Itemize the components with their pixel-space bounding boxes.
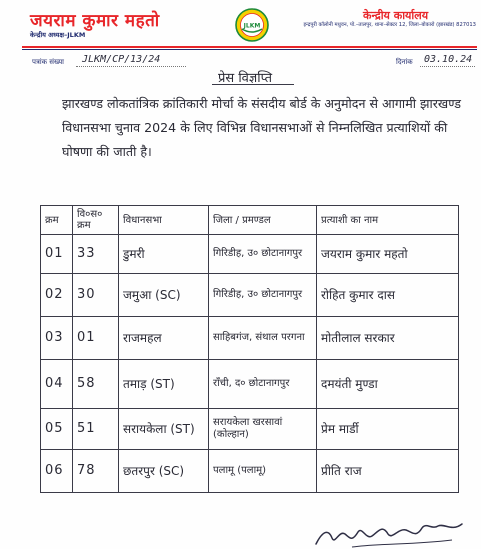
cell-district: गिरिडीह, उ० छोटानागपुर <box>209 274 317 317</box>
press-release-heading: प्रेस विज्ञप्ति <box>218 71 273 86</box>
cell-candidate: दमयंती मुण्डा <box>317 360 459 409</box>
cell-ac-number: 78 <box>73 450 119 493</box>
header-district: जिला / प्रमण्डल <box>209 206 317 235</box>
table-row <box>41 235 459 274</box>
cell-constituency: राजमहल <box>119 317 209 360</box>
cell-constituency: डुमरी <box>119 235 209 274</box>
cell-ac-number: 51 <box>73 409 119 450</box>
cell-district: साहिबगंज, संथाल परगना <box>209 317 317 360</box>
table-row <box>41 317 459 360</box>
press-release-body: झारखण्ड लोकतांत्रिक क्रांतिकारी मोर्चा के संसदीय बोर्ड के अनुमोदन से आगामी झारखण्ड विधानसभा चुनाव 2024 के लिए विभिन्न विधानसभाओं से निम्नलिखित प्रत्याशियों की घोषणा की जाती है। <box>62 96 461 159</box>
reference-dotted-line <box>76 66 186 67</box>
handwritten-signature <box>312 518 472 549</box>
header-ac-number: वि०स० क्रम <box>73 206 119 235</box>
header-constituency: विधानसभा <box>119 206 209 235</box>
date-label: दिनांक <box>396 58 413 66</box>
cell-constituency: सरायकेला (ST) <box>119 409 209 450</box>
letterhead-subtitle: केन्द्रीय अध्यक्ष–JLKM <box>30 31 86 39</box>
cell-candidate: मोतीलाल सरकार <box>317 317 459 360</box>
cell-ac-number: 33 <box>73 235 119 274</box>
cell-serial: 01 <box>41 235 73 274</box>
header-candidate: प्रत्याशी का नाम <box>317 206 459 235</box>
table-row <box>41 450 459 493</box>
letterhead-divider-blue <box>22 49 477 50</box>
letterhead-divider-red <box>22 46 477 48</box>
cell-ac-number: 01 <box>73 317 119 360</box>
cell-serial: 06 <box>41 450 73 493</box>
cell-district: राँची, द० छोटानागपुर <box>209 360 317 409</box>
table-row <box>41 360 459 409</box>
header-serial: क्रम <box>41 206 73 235</box>
date-value: 03.10.24 <box>424 54 473 65</box>
office-title: केन्द्रीय कार्यालय <box>363 9 429 22</box>
cell-serial: 02 <box>41 274 73 317</box>
cell-constituency: तमाड़ (ST) <box>119 360 209 409</box>
reference-label: पत्रांक संख्या <box>32 58 64 66</box>
date-dotted-line <box>420 66 475 67</box>
cell-district: पलामू (पलामू) <box>209 450 317 493</box>
cell-serial: 04 <box>41 360 73 409</box>
cell-constituency: छतरपुर (SC) <box>119 450 209 493</box>
cell-ac-number: 58 <box>73 360 119 409</box>
party-logo-icon <box>235 8 269 42</box>
cell-ac-number: 30 <box>73 274 119 317</box>
cell-candidate: प्रेम मार्डी <box>317 409 459 450</box>
cell-candidate: रोहित कुमार दास <box>317 274 459 317</box>
office-address: इन्द्रपुरी कॉलोनी मधुवन, पो.–तालपुर, थाना–सेक्टर 12, जिला–बोकारो (झारखंड) 827013 <box>303 22 476 28</box>
cell-serial: 05 <box>41 409 73 450</box>
cell-constituency: जमुआ (SC) <box>119 274 209 317</box>
table-row <box>41 409 459 450</box>
logo-text: JLKM <box>243 22 261 30</box>
cell-district: सरायकेला खरसावां (कोल्हान) <box>209 409 317 450</box>
cell-district: गिरिडीह, उ० छोटानागपुर <box>209 235 317 274</box>
cell-candidate: प्रीति राज <box>317 450 459 493</box>
cell-serial: 03 <box>41 317 73 360</box>
table-row <box>41 274 459 317</box>
table-header-row <box>41 206 459 235</box>
candidate-table <box>40 205 459 493</box>
letterhead-name: जयराम कुमार महतो <box>30 11 160 31</box>
cell-candidate: जयराम कुमार महतो <box>317 235 459 274</box>
reference-number: JLKM/CP/13/24 <box>82 54 161 65</box>
